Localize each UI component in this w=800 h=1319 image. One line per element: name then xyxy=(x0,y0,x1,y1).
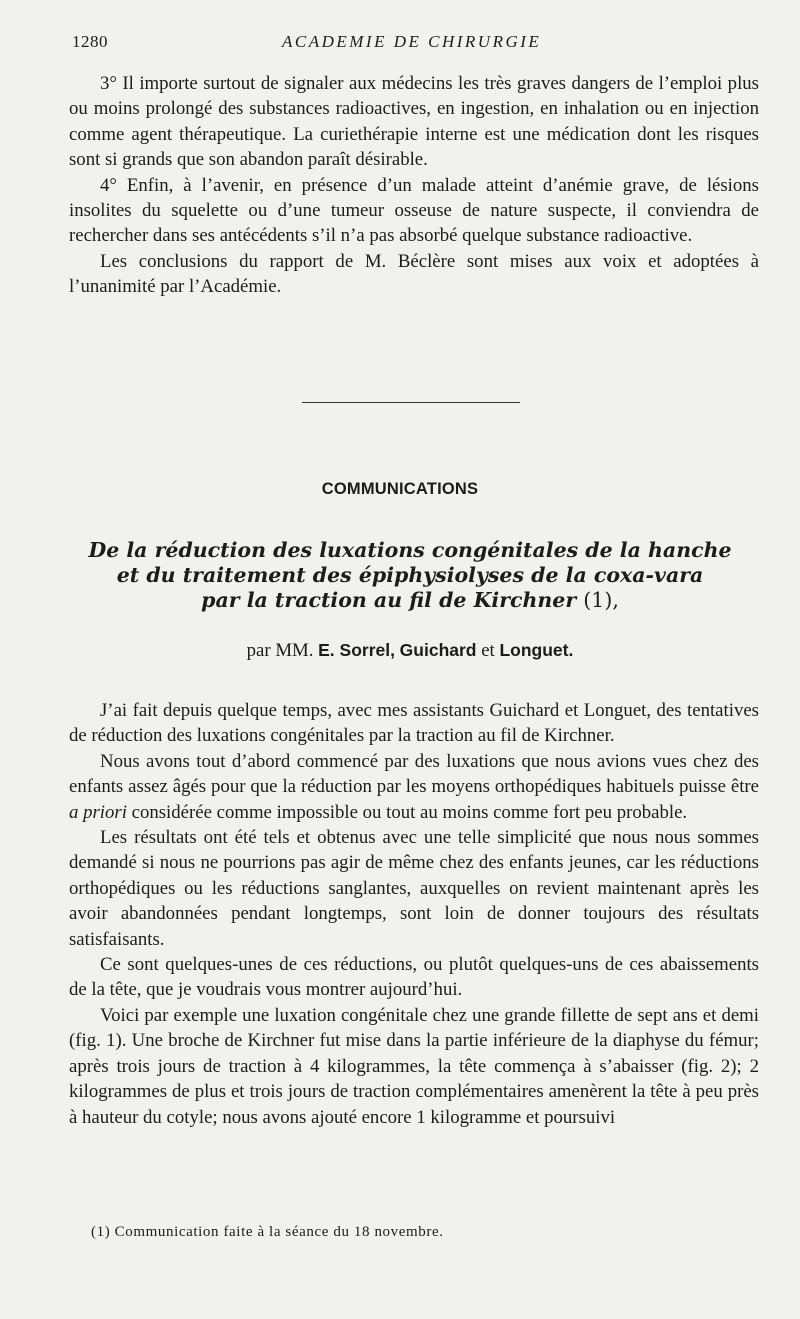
title-line-3: par la traction au fil de Kirchner xyxy=(201,588,577,612)
byline xyxy=(0,640,800,662)
body-paragraph-4: Ce sont quelques-unes de ces réductions, ou plutôt quelques-uns de ces abaissements de la tête, que je voudrais vous montrer aujourd’hui. xyxy=(69,954,759,1001)
article-title xyxy=(60,538,760,613)
section-heading: COMMUNICATIONS xyxy=(321,480,479,498)
section-divider xyxy=(302,402,520,403)
author-sorrel: E. Sorrel, xyxy=(318,640,395,660)
running-header xyxy=(72,32,756,56)
body-paragraph-2 xyxy=(69,749,759,825)
intro-paragraph-4: 4° Enfin, à l’avenir, en présence d’un malade atteint d’anémie grave, de lésions insolites du squelette ou d’une tumeur osseuse de nature suspecte, il conviendra de rechercher dans ses antécédents s’il n’a pas absorbé quelque substance radioactive. xyxy=(69,174,759,247)
author-guichard: Guichard xyxy=(399,640,477,660)
intro-paragraph-3: 3° Il importe surtout de signaler aux médecins les très graves dangers de l’emploi plus ou moins prolongé des substances radioactives, en ingestion, en inhalation ou en injection comme agent thérapeutique. La curiethérapie interne est une médication dont les risques sont si grands que son abandon paraît désirable. xyxy=(69,73,759,171)
intro-section xyxy=(69,71,759,300)
intro-conclusion: Les conclusions du rapport de M. Béclère sont mises aux voix et adoptées à l’unanimité par l’Académie. xyxy=(69,250,759,298)
body-paragraph-5: Voici par exemple une luxation congénitale chez une grande fillette de sept ans et demi (fig. 1). Une broche de Kirchner fut mise dans la partie inférieure de la diaphyse du fémur; après trois jours de traction à 4 kilogrammes, la tête commença à s’abaisser (fig. 2); 2 kilogrammes de plus et trois jours de traction complémentaires amenèrent la tête à peu près à hauteur du cotyle; nous avons ajouté encore 1 kilogramme et poursuivi xyxy=(69,1004,759,1128)
title-line-1: De la réduction des luxations congénitales de la hanche xyxy=(88,538,732,562)
byline-and: et xyxy=(481,640,495,661)
page-number: 1280 xyxy=(72,32,108,51)
byline-prefix: par MM. xyxy=(246,640,314,661)
body-paragraph-2-start: Nous avons tout d’abord commencé par des luxations que nous avions vues chez des enfants assez âgés pour que la réduction par les moyens orthopédiques habituels puisse être xyxy=(69,750,759,798)
body-paragraph-1: J’ai fait depuis quelque temps, avec mes assistants Guichard et Longuet, des tentatives de réduction des luxations congénitales par la traction au fil de Kirchner. xyxy=(69,700,759,747)
article-body xyxy=(69,698,759,1130)
a-priori-italic: a priori xyxy=(69,801,127,823)
body-paragraph-2-end: considérée comme impossible ou tout au moins comme fort peu probable. xyxy=(126,801,688,823)
footnote: (1) Communication faite à la séance du 18 novembre. xyxy=(91,1224,444,1240)
title-line-2: et du traitement des épiphysiolyses de la coxa-vara xyxy=(116,563,704,587)
title-footnote-ref: (1), xyxy=(583,588,619,612)
author-longuet: Longuet. xyxy=(499,640,574,660)
journal-title: ACADEMIE DE CHIRURGIE xyxy=(282,32,542,51)
body-paragraph-3: Les résultats ont été tels et obtenus avec une telle simplicité que nous nous sommes demandé si nous ne pourrions pas agir de même chez des enfants jeunes, car les réductions orthopédiques ou les réductions sanglantes, auxquelles on revient maintenant après les avoir abandonnées pendant longtemps, sont loin de donner toujours des résultats satisfaisants. xyxy=(69,827,759,950)
